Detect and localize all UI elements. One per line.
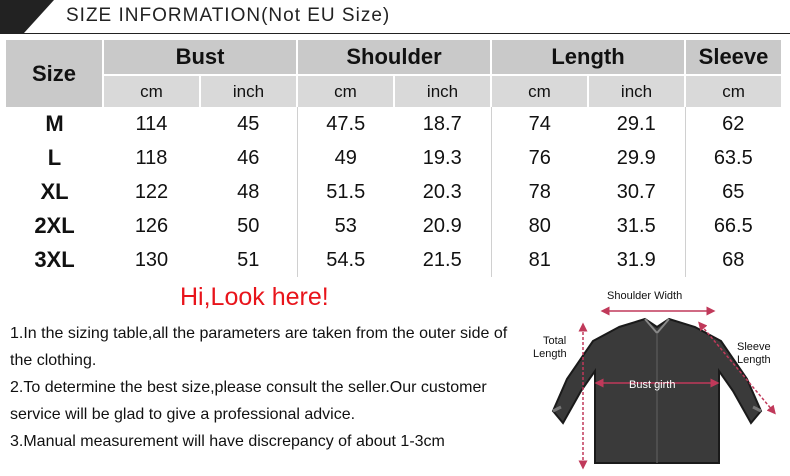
table-cell: 63.5 — [713, 146, 753, 169]
size-table — [6, 40, 781, 277]
bust-header: Bust — [103, 40, 297, 75]
table-cell: 51.5 — [326, 180, 366, 203]
table-cell: 19.3 — [394, 141, 491, 175]
table-cell: 118 — [135, 146, 168, 169]
note-item: 1.In the sizing table,all the parameters are taken from the outer side of the clothing. — [10, 325, 508, 369]
table-cell: 130 — [134, 248, 169, 271]
table-cell: 31.5 — [588, 209, 685, 243]
table-cell: 29.9 — [588, 141, 685, 175]
total-length-label-2: Length — [533, 348, 567, 360]
table-header-row — [6, 40, 781, 75]
callout-text: Hi,Look here! — [180, 283, 329, 311]
unit-cell: inch — [200, 75, 297, 107]
table-cell: 78 — [528, 180, 551, 203]
table-cell: 29.1 — [588, 107, 685, 141]
notes-list — [10, 320, 520, 455]
table-cell: 21.5 — [394, 243, 491, 277]
shoulder-header: Shoulder — [297, 40, 491, 75]
unit-cell: cm — [491, 75, 588, 107]
table-cell: 114 — [135, 112, 168, 135]
table-cell: 68 — [722, 248, 745, 271]
table-cell: 126 — [134, 214, 169, 237]
length-header: Length — [491, 40, 685, 75]
table-cell: 31.9 — [588, 243, 685, 277]
table-cell: 54.5 — [326, 248, 366, 271]
table-cell: 62 — [722, 112, 745, 135]
table-cell: 66.5 — [713, 214, 753, 237]
sleeve-header: Sleeve — [685, 40, 781, 75]
shirt-outline-icon — [525, 283, 787, 473]
table-cell: 49 — [334, 146, 357, 169]
note-item: 2.To determine the best size,please consult the seller.Our customer service will be glad to give a professional advice. — [10, 379, 487, 423]
unit-cell: cm — [103, 75, 200, 107]
table-row — [6, 141, 781, 175]
size-label: 2XL — [34, 213, 75, 238]
table-cell: 45 — [200, 107, 297, 141]
header-title: SIZE INFORMATION(Not EU Size) — [66, 5, 391, 26]
table-cell: 80 — [528, 214, 551, 237]
table-cell: 18.7 — [394, 107, 491, 141]
shoulder-width-label: Shoulder Width — [607, 290, 683, 302]
header-stripe-graphic — [0, 0, 60, 34]
size-label: L — [47, 145, 62, 170]
note-item: 3.Manual measurement will have discrepancy of about 1-3cm — [10, 433, 445, 450]
table-cell: 81 — [528, 248, 551, 271]
table-row — [6, 107, 781, 141]
table-cell: 53 — [334, 214, 357, 237]
size-label: 3XL — [34, 247, 75, 272]
section-header — [0, 0, 790, 34]
measurement-diagram — [525, 283, 787, 473]
unit-cell: cm — [297, 75, 394, 107]
table-row — [6, 175, 781, 209]
total-length-label-1: Total — [543, 335, 567, 347]
table-cell: 51 — [200, 243, 297, 277]
unit-cell: cm — [685, 75, 781, 107]
table-unit-row — [6, 75, 781, 107]
table-cell: 30.7 — [588, 175, 685, 209]
table-cell: 20.9 — [394, 209, 491, 243]
table-cell: 47.5 — [326, 112, 366, 135]
unit-cell: inch — [588, 75, 685, 107]
table-cell: 76 — [528, 146, 551, 169]
sleeve-length-label-1: Sleeve — [737, 341, 771, 353]
size-column-header: Size — [6, 40, 103, 107]
unit-cell: inch — [394, 75, 491, 107]
header-underline — [0, 33, 790, 34]
sleeve-length-label-2: Length — [737, 354, 771, 366]
table-cell: 74 — [528, 112, 551, 135]
table-cell: 20.3 — [394, 175, 491, 209]
table-cell: 50 — [200, 209, 297, 243]
size-label: XL — [40, 179, 69, 204]
table-cell: 46 — [200, 141, 297, 175]
size-label: M — [45, 111, 64, 136]
table-row — [6, 209, 781, 243]
table-cell: 48 — [200, 175, 297, 209]
bust-girth-label: Bust girth — [629, 379, 676, 391]
table-cell: 65 — [722, 180, 745, 203]
table-row — [6, 243, 781, 277]
table-cell: 122 — [134, 180, 169, 203]
